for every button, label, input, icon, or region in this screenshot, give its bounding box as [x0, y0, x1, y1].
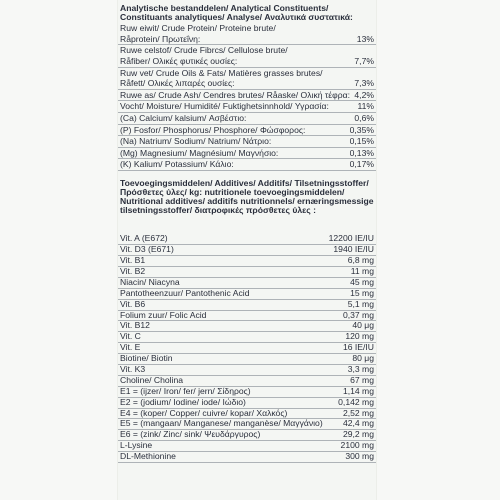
additive-row-vit-d3	[118, 245, 376, 256]
row-label: Vit. B12	[120, 320, 150, 331]
row-value: 3,3 mg	[347, 363, 374, 374]
row-label: Vit. B6	[120, 298, 146, 309]
additive-row-pantothenic-acid	[118, 289, 376, 300]
nutrition-label	[118, 0, 376, 500]
additives-title-line-2: Πρόσθετες ύλες/ kg: nutritionele toevoegingsmiddelen/	[120, 187, 345, 197]
row-label: L-Lysine	[120, 440, 153, 451]
analytical-row-sodium	[118, 136, 376, 148]
row-value: 40 μg	[352, 320, 374, 331]
additive-row-e1-iron	[118, 387, 376, 398]
row-value: 0,15%	[349, 136, 374, 147]
row-value: 5,1 mg	[347, 298, 374, 309]
row-label-line: Vocht/ Moisture/ Humidité/ Fuktighetsinnhold/ Υγρασία:	[120, 101, 329, 112]
analytical-title-line-2: Constituants analytiques/ Analyse/ Αναλυτικά συστατικά:	[120, 12, 353, 23]
additive-row-vit-b6	[118, 300, 376, 311]
row-label-line: Ruw vet/ Crude Oils & Fats/ Matières grasses brutes/	[120, 67, 323, 78]
row-label-line: (K) Kalium/ Potassium/ Κάλιο:	[120, 159, 234, 170]
row-label-line: (P) Fosfor/ Phosphorus/ Phosphore/ Φώσφορος:	[120, 124, 306, 135]
row-value: 0,37 mg	[342, 309, 374, 320]
additive-row-dl-methionine	[118, 452, 376, 463]
row-value: 0,13%	[349, 147, 374, 158]
additive-row-vit-b1	[118, 256, 376, 267]
row-value: 1,14 mg	[342, 385, 374, 396]
row-label: Vit. E	[120, 342, 141, 353]
analytical-row-potassium	[118, 159, 376, 171]
row-value: 80 μg	[352, 353, 374, 364]
row-label: DL-Methionine	[120, 451, 176, 462]
additive-row-e6-zinc	[118, 430, 376, 441]
analytical-row-fibre	[118, 45, 376, 67]
row-label: E5 = (mangaan/ Manganese/ manganèse/ Μαγγάνιο)	[120, 418, 323, 429]
additives-section	[118, 179, 376, 463]
row-value: 4,2%	[354, 89, 374, 100]
analytical-section	[118, 0, 376, 171]
row-value: 6,8 mg	[347, 255, 374, 266]
row-label: Folium zuur/ Folic Acid	[120, 309, 207, 320]
additives-title-line-3: Nutritional additives/ additifs nutritionnels/ ernæringsmessige	[120, 196, 374, 207]
row-label: E1 = (ijzer/ Iron/ fer/ jern/ Σίδηρος)	[120, 385, 251, 396]
row-label: E6 = (zink/ Zinc/ sink/ Ψευδάργυρος)	[120, 429, 261, 440]
row-value: 42,4 mg	[342, 418, 374, 429]
additives-title-line-4: tilsetningsstoffer/ διατροφικές πρόσθετες ύλες :	[120, 205, 316, 216]
row-value: 300 mg	[345, 451, 374, 462]
row-value: 2100 mg	[340, 440, 374, 451]
row-label-line: Ruwe celstof/ Crude Fibrcs/ Cellulose brute/	[120, 45, 288, 56]
row-value: 29,2 mg	[342, 429, 374, 440]
additive-row-folic-acid	[118, 311, 376, 322]
row-label: Vit. K3	[120, 363, 146, 374]
analytical-row-magnesium	[118, 148, 376, 160]
additive-row-e2-iodine	[118, 398, 376, 409]
additives-gap	[118, 215, 376, 233]
additives-title-line-1: Toevoegingsmiddelen/ Additives/ Additifs/ Tilsetningsstoffer/	[120, 177, 369, 188]
analytical-title-line-1: Analytische bestanddelen/ Analytical Constituents/	[120, 3, 329, 13]
row-label-line: (Na) Natrium/ Sodium/ Natrium/ Νάτριο:	[120, 136, 272, 147]
row-label: Vit. D3 (E671)	[120, 244, 174, 255]
row-value: 16 IE/IU	[342, 342, 374, 353]
row-value: 15 mg	[350, 287, 374, 298]
row-label: Vit. B1	[120, 255, 146, 266]
row-label: Biotine/ Biotin	[120, 353, 173, 364]
row-label: Vit. B2	[120, 265, 146, 276]
row-label: Niacin/ Niacyna	[120, 276, 180, 287]
row-value: 11 mg	[350, 265, 374, 276]
row-label: Vit. C	[120, 331, 141, 342]
row-value: 11%	[357, 101, 374, 112]
row-label: E4 = (koper/ Copper/ cuivre/ kopar/ Χαλκός)	[120, 407, 288, 418]
row-label-line: Råfett/ Ολικές λιπαρές ουσίες:	[120, 78, 235, 89]
additives-rows	[118, 234, 376, 463]
analytical-row-calcium	[118, 113, 376, 125]
analytical-rows	[118, 23, 376, 171]
row-value: 1940 IE/IU	[333, 244, 374, 255]
row-label-line: Råprotein/ Πρωτεΐνη:	[120, 33, 201, 44]
row-label-line: (Mg) Magnesium/ Magnésium/ Μαγνήσιο:	[120, 147, 279, 158]
row-label-line: Ruwe as/ Crude Ash/ Cendres brutes/ Råaske/ Ολική τέφρα:	[120, 89, 350, 100]
row-label: Vit. A (E672)	[120, 233, 168, 244]
row-value: 13%	[356, 33, 374, 44]
row-label-line: Ruw eiwit/ Crude Protein/ Proteine brute/	[120, 23, 276, 34]
row-label: E2 = (jodium/ Iodine/ iode/ Ιώδιο)	[120, 396, 246, 407]
row-label: Choline/ Cholina	[120, 374, 184, 385]
additive-row-vit-c	[118, 332, 376, 343]
row-value: 0,142 mg	[338, 396, 374, 407]
row-value: 7,7%	[354, 55, 374, 66]
row-value: 67 mg	[350, 374, 374, 385]
row-value: 0,6%	[354, 112, 374, 123]
analytical-row-protein	[118, 23, 376, 45]
row-value: 2,52 mg	[342, 407, 374, 418]
row-value: 12200 IE/IU	[328, 233, 374, 244]
row-label-line: Råfiber/ Ολικές φυτικές ουσίες:	[120, 55, 238, 66]
analytical-row-moisture	[118, 101, 376, 113]
row-value: 45 mg	[350, 276, 374, 287]
analytical-row-ash	[118, 90, 376, 102]
analytical-row-fat	[118, 68, 376, 90]
additive-row-vit-b12	[118, 321, 376, 332]
analytical-row-phosphorus	[118, 125, 376, 137]
row-label: Pantotheenzuur/ Pantothenic Acid	[120, 287, 250, 298]
row-value: 120 mg	[345, 331, 374, 342]
row-value: 0,17%	[349, 159, 374, 170]
row-label-line: (Ca) Calcium/ kalsium/ Ασβέστιο:	[120, 112, 247, 123]
row-value: 0,35%	[349, 124, 374, 135]
additive-row-biotin	[118, 354, 376, 365]
row-value: 7,3%	[354, 78, 374, 89]
